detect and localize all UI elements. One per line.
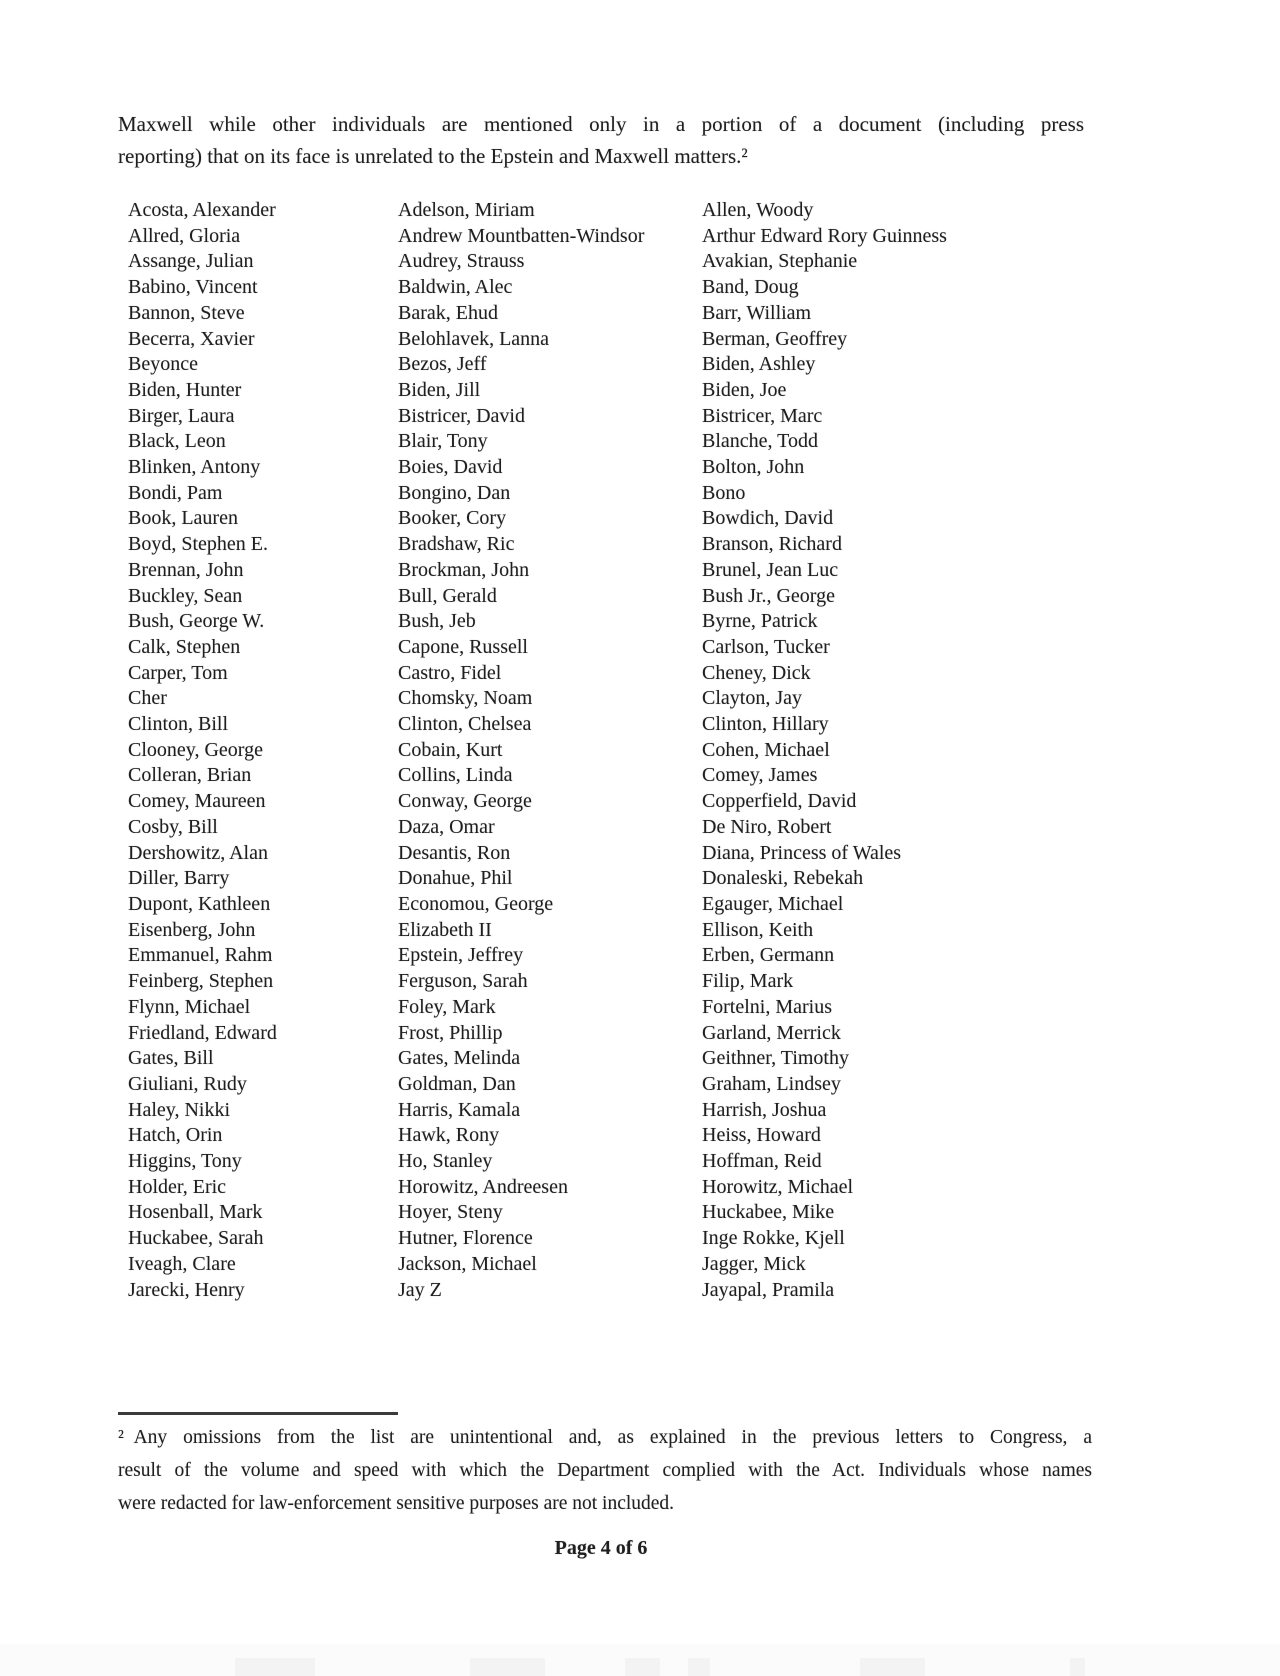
name-entry: Feinberg, Stephen: [128, 970, 274, 993]
name-entry: Cosby, Bill: [128, 815, 218, 838]
name-entry: Barak, Ehud: [398, 301, 498, 324]
name-entry: Berman, Geoffrey: [702, 327, 848, 350]
name-entry: Hosenball, Mark: [128, 1201, 263, 1224]
name-entry: Blanche, Todd: [702, 430, 818, 453]
name-entry: Hawk, Rony: [398, 1124, 500, 1147]
name-entry: Epstein, Jeffrey: [398, 944, 524, 967]
name-entry: Giuliani, Rudy: [128, 1072, 247, 1095]
name-entry: Huckabee, Sarah: [128, 1227, 264, 1250]
name-entry: Assange, Julian: [128, 250, 254, 273]
name-entry: Clinton, Hillary: [702, 713, 829, 736]
name-entry: Baldwin, Alec: [398, 276, 513, 299]
name-entry: Fortelni, Marius: [702, 995, 832, 1018]
name-entry: Arthur Edward Rory Guinness: [702, 224, 947, 247]
name-entry: Jackson, Michael: [398, 1252, 537, 1275]
scan-artifact: [470, 1658, 545, 1676]
scan-artifact: [235, 1658, 315, 1676]
name-entry: Capone, Russell: [398, 635, 528, 658]
name-entry: Andrew Mountbatten-Windsor: [398, 224, 645, 247]
name-entry: Brennan, John: [128, 558, 244, 581]
name-entry: Clinton, Bill: [128, 713, 229, 736]
name-entry: Clooney, George: [128, 738, 263, 761]
name-entry: Iveagh, Clare: [128, 1252, 236, 1275]
name-entry: Bistricer, David: [398, 404, 525, 427]
name-entry: Becerra, Xavier: [128, 327, 255, 350]
name-entry: Carlson, Tucker: [702, 635, 830, 658]
name-entry: Cohen, Michael: [702, 738, 830, 761]
page-number: Page 4 of 6: [554, 1537, 648, 1559]
scan-artifact: [688, 1658, 710, 1676]
name-column-1: [128, 198, 277, 1303]
name-entry: Daza, Omar: [398, 815, 495, 838]
footnote-divider: [118, 1412, 398, 1415]
name-entry: Egauger, Michael: [702, 892, 844, 915]
intro-line: reporting) that on its face is unrelated to the Epstein and Maxwell matters.²: [118, 144, 748, 168]
name-entry: Goldman, Dan: [398, 1072, 516, 1095]
name-entry: Bradshaw, Ric: [398, 533, 515, 556]
name-entry: Heiss, Howard: [702, 1124, 821, 1147]
name-entry: Horowitz, Michael: [702, 1175, 854, 1198]
name-entry: Holder, Eric: [128, 1175, 227, 1198]
name-entry: Foley, Mark: [398, 995, 496, 1018]
name-entry: Barr, William: [702, 301, 812, 324]
name-entry: Boyd, Stephen E.: [128, 533, 268, 556]
name-entry: Book, Lauren: [128, 507, 238, 530]
name-entry: Emmanuel, Rahm: [128, 944, 273, 967]
name-entry: Bezos, Jeff: [398, 353, 487, 376]
name-entry: Acosta, Alexander: [128, 199, 276, 221]
name-entry: Comey, Maureen: [128, 790, 266, 813]
name-entry: Biden, Hunter: [128, 378, 242, 401]
name-entry: Bowdich, David: [702, 507, 834, 530]
name-entry: Gates, Melinda: [398, 1047, 521, 1070]
name-entry: Cher: [128, 687, 167, 710]
name-entry: Bolton, John: [702, 456, 805, 479]
name-entry: Bongino, Dan: [398, 481, 511, 504]
name-entry: Flynn, Michael: [128, 995, 251, 1018]
name-entry: Ferguson, Sarah: [398, 970, 528, 993]
name-entry: Beyonce: [128, 353, 198, 376]
name-entry: Clayton, Jay: [702, 687, 802, 710]
name-entry: Jagger, Mick: [702, 1252, 806, 1275]
name-entry: Bannon, Steve: [128, 301, 245, 324]
name-entry: Hoffman, Reid: [702, 1150, 822, 1173]
name-entry: Ho, Stanley: [398, 1150, 493, 1173]
name-entry: De Niro, Robert: [702, 815, 832, 838]
name-entry: Garland, Merrick: [702, 1021, 841, 1044]
name-entry: Clinton, Chelsea: [398, 713, 532, 736]
name-entry: Allen, Woody: [702, 199, 814, 221]
name-entry: Blinken, Antony: [128, 456, 261, 479]
name-entry: Babino, Vincent: [128, 276, 258, 299]
name-entry: Eisenberg, John: [128, 918, 256, 941]
name-entry: Jay Z: [398, 1278, 442, 1301]
name-entry: Conway, George: [398, 790, 532, 813]
name-entry: Graham, Lindsey: [702, 1072, 841, 1095]
name-entry: Biden, Jill: [398, 378, 481, 401]
name-entry: Horowitz, Andreesen: [398, 1175, 568, 1198]
name-entry: Blair, Tony: [398, 430, 488, 453]
name-entry: Bondi, Pam: [128, 481, 223, 504]
name-column-3: [702, 198, 947, 1303]
name-entry: Comey, James: [702, 764, 818, 787]
name-entry: Birger, Laura: [128, 404, 235, 427]
name-entry: Diana, Princess of Wales: [702, 841, 902, 864]
name-entry: Byrne, Patrick: [702, 610, 818, 633]
name-entry: Black, Leon: [128, 430, 226, 453]
name-entry: Buckley, Sean: [128, 584, 243, 607]
name-entry: Dershowitz, Alan: [128, 841, 268, 864]
name-entry: Erben, Germann: [702, 944, 835, 967]
footnote-line: were redacted for law-enforcement sensitive purposes are not included.: [118, 1493, 675, 1514]
name-entry: Harris, Kamala: [398, 1098, 521, 1121]
name-entry: Haley, Nikki: [128, 1098, 231, 1121]
footnote-line: ² Any omissions from the list are unintentional and, as explained in the previous letters to Congress, a: [118, 1427, 1092, 1448]
name-entry: Diller, Barry: [128, 867, 230, 890]
footnote-line: result of the volume and speed with which the Department complied with the Act. Individuals whose names: [118, 1460, 1092, 1481]
name-entry: Bull, Gerald: [398, 584, 497, 607]
name-entry: Hoyer, Steny: [398, 1201, 503, 1224]
name-entry: Audrey, Strauss: [398, 250, 525, 273]
name-entry: Huckabee, Mike: [702, 1201, 835, 1224]
name-entry: Desantis, Ron: [398, 841, 511, 864]
name-entry: Calk, Stephen: [128, 635, 241, 658]
name-entry: Bush, George W.: [128, 610, 265, 633]
name-entry: Biden, Joe: [702, 378, 787, 401]
name-entry: Adelson, Miriam: [398, 199, 535, 221]
name-entry: Branson, Richard: [702, 533, 842, 556]
footnote: [118, 1421, 1092, 1520]
name-entry: Brockman, John: [398, 558, 530, 581]
intro-paragraph: [118, 108, 1084, 172]
scan-artifact: [860, 1658, 925, 1676]
name-entry: Booker, Cory: [398, 507, 507, 530]
name-entry: Higgins, Tony: [128, 1150, 242, 1173]
name-entry: Harrish, Joshua: [702, 1098, 827, 1121]
name-entry: Dupont, Kathleen: [128, 892, 271, 915]
name-entry: Bono: [702, 481, 746, 504]
name-entry: Cheney, Dick: [702, 661, 811, 684]
name-entry: Colleran, Brian: [128, 764, 252, 787]
name-entry: Friedland, Edward: [128, 1021, 277, 1044]
name-entry: Brunel, Jean Luc: [702, 558, 839, 581]
name-entry: Cobain, Kurt: [398, 738, 503, 761]
name-entry: Bistricer, Marc: [702, 404, 823, 427]
name-entry: Band, Doug: [702, 276, 799, 299]
name-entry: Hutner, Florence: [398, 1227, 533, 1250]
name-entry: Jayapal, Pramila: [702, 1278, 835, 1301]
name-entry: Inge Rokke, Kjell: [702, 1227, 845, 1250]
name-entry: Economou, George: [398, 892, 554, 915]
name-entry: Avakian, Stephanie: [702, 250, 858, 273]
name-entry: Filip, Mark: [702, 970, 794, 993]
scan-artifact: [1070, 1658, 1085, 1676]
name-entry: Chomsky, Noam: [398, 687, 533, 710]
name-entry: Jarecki, Henry: [128, 1278, 245, 1301]
name-entry: Donaleski, Rebekah: [702, 867, 864, 890]
intro-line: Maxwell while other individuals are mentioned only in a portion of a document (including press: [118, 112, 1084, 136]
name-column-2: [398, 198, 644, 1303]
name-entry: Castro, Fidel: [398, 661, 502, 684]
name-entry: Boies, David: [398, 456, 503, 479]
name-entry: Donahue, Phil: [398, 867, 513, 890]
name-entry: Gates, Bill: [128, 1047, 214, 1070]
name-entry: Ellison, Keith: [702, 918, 814, 941]
scan-artifact: [625, 1658, 660, 1676]
name-entry: Bush Jr., George: [702, 584, 835, 607]
name-entry: Biden, Ashley: [702, 353, 816, 376]
name-entry: Allred, Gloria: [128, 224, 241, 247]
name-entry: Copperfield, David: [702, 790, 857, 813]
name-entry: Frost, Phillip: [398, 1021, 503, 1044]
name-entry: Carper, Tom: [128, 661, 228, 684]
name-entry: Hatch, Orin: [128, 1124, 223, 1147]
name-entry: Bush, Jeb: [398, 610, 476, 633]
name-entry: Geithner, Timothy: [702, 1047, 849, 1070]
name-entry: Belohlavek, Lanna: [398, 327, 550, 350]
name-entry: Collins, Linda: [398, 764, 513, 787]
name-entry: Elizabeth II: [398, 918, 492, 941]
